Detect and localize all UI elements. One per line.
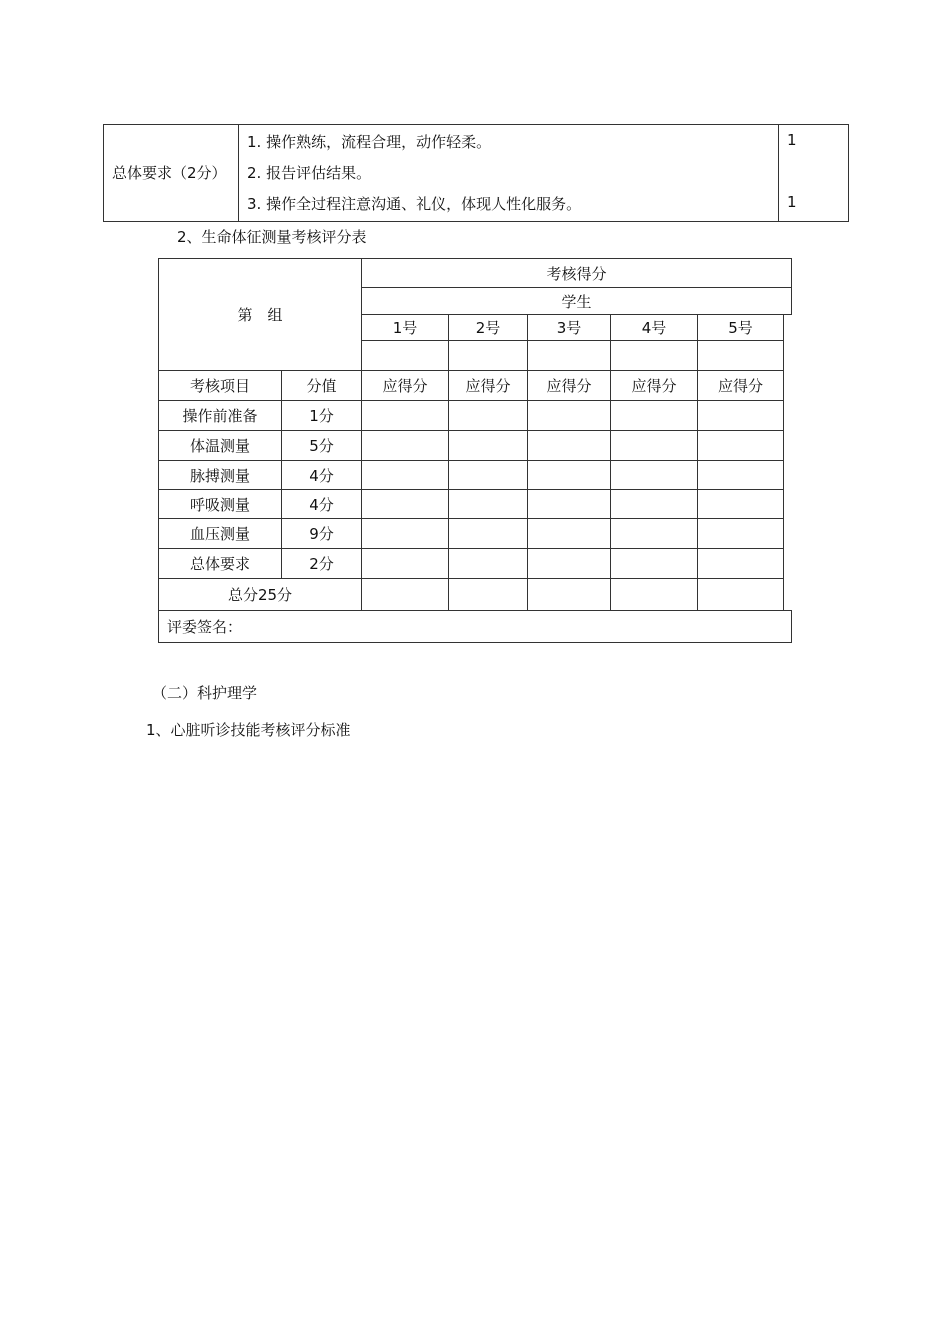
group-label: 第 组 xyxy=(159,259,362,371)
col-header-score: 应得分 xyxy=(362,371,449,401)
item-name: 脉搏测量 xyxy=(159,461,282,490)
score-cell[interactable] xyxy=(611,431,698,461)
table-row xyxy=(159,431,792,461)
requirement-item: 1. 操作熟练，流程合理，动作轻柔。 xyxy=(247,132,492,151)
score-cell[interactable] xyxy=(449,401,528,431)
requirement-score: 1 xyxy=(787,131,797,149)
requirement-items xyxy=(239,125,779,222)
section-title: 2、生命体征测量考核评分表 xyxy=(177,228,367,246)
col-header-score: 应得分 xyxy=(528,371,611,401)
table-row xyxy=(159,549,792,579)
judge-signature-field[interactable]: 评委签名： xyxy=(159,611,792,643)
col-header-value: 分值 xyxy=(282,371,362,401)
requirement-label: 总体要求（2分） xyxy=(104,125,239,222)
score-cell[interactable] xyxy=(362,401,449,431)
student-name-cell[interactable] xyxy=(611,341,698,371)
total-cell[interactable] xyxy=(528,579,611,611)
score-cell[interactable] xyxy=(528,490,611,519)
item-name: 体温测量 xyxy=(159,431,282,461)
item-value: 2分 xyxy=(282,549,362,579)
score-cell[interactable] xyxy=(698,490,784,519)
section-heading: （二）科护理学 xyxy=(152,684,258,702)
col-header-score: 应得分 xyxy=(449,371,528,401)
requirement-item: 2. 报告评估结果。 xyxy=(247,163,372,182)
col-header-score: 应得分 xyxy=(698,371,784,401)
col-header-item: 考核项目 xyxy=(159,371,282,401)
score-cell[interactable] xyxy=(611,401,698,431)
score-cell[interactable] xyxy=(611,490,698,519)
table-row xyxy=(159,490,792,519)
score-cell[interactable] xyxy=(528,401,611,431)
requirement-item: 3. 操作全过程注意沟通、礼仪，体现人性化服务。 xyxy=(247,194,582,213)
section-subheading: 1、心脏听诊技能考核评分标准 xyxy=(146,721,351,739)
table-row xyxy=(159,519,792,549)
score-cell[interactable] xyxy=(698,401,784,431)
score-cell[interactable] xyxy=(698,461,784,490)
score-cell[interactable] xyxy=(362,490,449,519)
student-name-cell[interactable] xyxy=(449,341,528,371)
score-cell[interactable] xyxy=(362,549,449,579)
table-row xyxy=(159,401,792,431)
total-cell[interactable] xyxy=(698,579,784,611)
score-cell[interactable] xyxy=(698,519,784,549)
student-name-cell[interactable] xyxy=(698,341,784,371)
score-cell[interactable] xyxy=(611,461,698,490)
score-cell[interactable] xyxy=(449,549,528,579)
student-number: 5号 xyxy=(698,315,784,341)
total-cell[interactable] xyxy=(611,579,698,611)
item-name: 总体要求 xyxy=(159,549,282,579)
item-name: 血压测量 xyxy=(159,519,282,549)
requirement-scores xyxy=(779,125,849,222)
total-cell[interactable] xyxy=(449,579,528,611)
score-cell[interactable] xyxy=(449,431,528,461)
score-cell[interactable] xyxy=(528,461,611,490)
item-value: 4分 xyxy=(282,490,362,519)
score-cell[interactable] xyxy=(611,519,698,549)
item-name: 操作前准备 xyxy=(159,401,282,431)
score-cell[interactable] xyxy=(449,490,528,519)
item-value: 4分 xyxy=(282,461,362,490)
student-name-cell[interactable] xyxy=(528,341,611,371)
score-cell[interactable] xyxy=(528,431,611,461)
score-cell[interactable] xyxy=(362,461,449,490)
student-name-cell[interactable] xyxy=(362,341,449,371)
score-cell[interactable] xyxy=(528,519,611,549)
score-cell[interactable] xyxy=(449,461,528,490)
item-value: 5分 xyxy=(282,431,362,461)
item-value: 9分 xyxy=(282,519,362,549)
total-row xyxy=(159,579,792,611)
requirement-score xyxy=(787,156,848,187)
student-number: 3号 xyxy=(528,315,611,341)
score-cell[interactable] xyxy=(362,519,449,549)
header-assessment-score: 考核得分 xyxy=(362,259,792,288)
header-student: 学生 xyxy=(362,288,792,315)
score-cell[interactable] xyxy=(698,431,784,461)
score-cell[interactable] xyxy=(449,519,528,549)
score-cell[interactable] xyxy=(698,549,784,579)
total-label: 总分25分 xyxy=(159,579,362,611)
score-cell[interactable] xyxy=(611,549,698,579)
student-number: 2号 xyxy=(449,315,528,341)
requirements-table xyxy=(103,124,849,222)
vital-signs-table xyxy=(158,258,792,643)
col-header-score: 应得分 xyxy=(611,371,698,401)
item-name: 呼吸测量 xyxy=(159,490,282,519)
score-cell[interactable] xyxy=(362,431,449,461)
student-number: 4号 xyxy=(611,315,698,341)
student-number: 1号 xyxy=(362,315,449,341)
requirement-score: 1 xyxy=(787,193,797,211)
total-cell[interactable] xyxy=(362,579,449,611)
table-row xyxy=(159,461,792,490)
item-value: 1分 xyxy=(282,401,362,431)
score-cell[interactable] xyxy=(528,549,611,579)
